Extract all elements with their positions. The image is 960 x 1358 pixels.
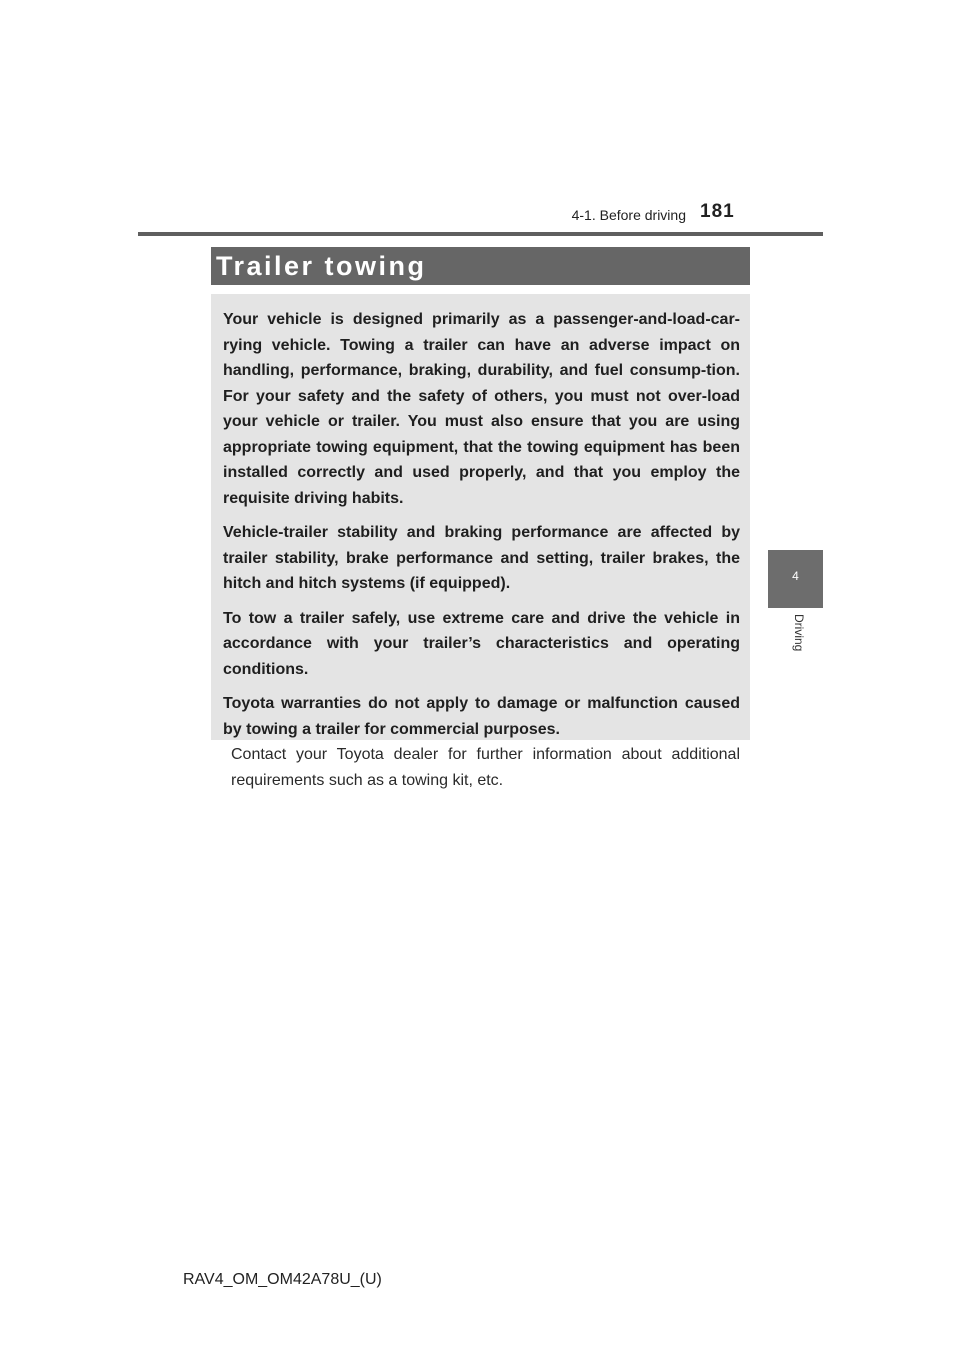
page-number: 181 (700, 201, 735, 222)
header-rule (138, 232, 823, 236)
chapter-tab (768, 550, 823, 608)
intro-paragraph: Vehicle-trailer stability and braking performance are affected by trailer stability, brake performance and setting, trailer brakes, the hitch and hitch systems (if equipped). (223, 524, 740, 592)
intro-box (211, 294, 750, 789)
section-title: Trailer towing (216, 251, 427, 281)
intro-paragraph: Your vehicle is designed primarily as a passenger-and-load-car-rying vehicle. Towing a trailer can have an adverse impact on handling, performance, braking, durability, and fuel consump-tion. For your safety and the safety of others, you must not over-load your vehicle or trailer. You must also ensure that you are using appropriate towing equipment, that the towing equipment has been installed correctly and used properly, and that you employ the requisite driving habits. (223, 311, 740, 507)
chapter-number: 4 (792, 569, 799, 583)
header-section-label: 4-1. Before driving (571, 207, 686, 223)
intro-paragraph: To tow a trailer safely, use extreme care and drive the vehicle in accordance with your trailer’s characteristics and operating conditions. (223, 609, 740, 678)
intro-note: Contact your Toyota dealer for further information about additional requirements such as a towing kit, etc. (231, 746, 740, 789)
intro-paragraph: Toyota warranties do not apply to damage or malfunction caused by towing a trailer for commercial purposes. (223, 695, 740, 738)
chapter-title: Driving (792, 614, 806, 652)
footer-doc-code: RAV4_OM_OM42A78U_(U) (183, 1271, 382, 1288)
section-title-bar (211, 247, 750, 285)
